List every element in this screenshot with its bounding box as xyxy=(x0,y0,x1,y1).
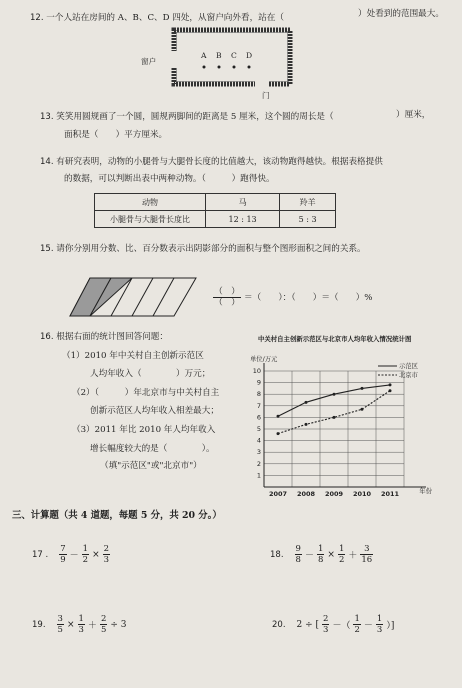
point-c xyxy=(233,66,236,69)
calc-20 xyxy=(272,614,394,635)
fraction: $\frac{1}{2}$ xyxy=(338,544,345,565)
legend-label-1: 示范区 xyxy=(399,363,418,371)
y-tick-label: 4 xyxy=(256,436,261,445)
table-header-horse: 马 xyxy=(206,194,280,211)
operator: ＋ xyxy=(348,551,358,561)
q13-tail: ）厘米， xyxy=(396,110,431,120)
calc-number: 18. xyxy=(270,549,284,560)
point-a xyxy=(203,66,206,69)
series-1-point xyxy=(333,393,336,396)
q13-line1 xyxy=(40,111,334,123)
fraction: $\frac{2}{3}$ xyxy=(103,544,110,565)
y-tick-label: 2 xyxy=(256,459,261,468)
series-1-point xyxy=(305,401,308,404)
x-axis-label: 年份 xyxy=(419,488,432,495)
series-2-point xyxy=(361,408,364,411)
q15-line xyxy=(40,243,366,255)
x-tick-label: 2008 xyxy=(296,490,316,498)
table-row xyxy=(95,211,336,228)
q15-text: 请你分别用分数、比、百分数表示出阴影部分的面积与整个图形面积之间的关系。 xyxy=(56,244,366,254)
series-2-point xyxy=(277,432,280,435)
chart-title: 中关村自主创新示范区与北京市人均年收入情况统计图 xyxy=(258,335,412,343)
x-tick-label: 2010 xyxy=(352,490,372,498)
x-tick-label: 2009 xyxy=(324,490,344,498)
series-1-point xyxy=(389,383,392,386)
fraction: $\frac{1}{3}$ xyxy=(78,614,84,635)
fraction: $\frac{2}{5}$ xyxy=(100,614,107,635)
calc-19 xyxy=(32,614,127,635)
calc-17 xyxy=(32,544,110,565)
operator: × xyxy=(66,619,75,630)
q16-line xyxy=(40,331,168,343)
q12-number: 12. xyxy=(30,13,44,23)
calc-number: 17 . xyxy=(32,549,49,560)
table-cell-horse: 12 : 13 xyxy=(206,211,280,228)
point-c-label: C xyxy=(231,51,237,60)
table-cell-antelope: 5 : 3 xyxy=(280,211,336,228)
fraction: $\frac{7}{9}$ xyxy=(60,544,66,565)
calc-number: 20. xyxy=(272,619,286,630)
point-b-label: B xyxy=(216,51,222,60)
point-b xyxy=(218,66,221,69)
series-line-1 xyxy=(278,385,390,416)
series-2-point xyxy=(389,389,392,392)
fraction: $\frac{1}{2}$ xyxy=(354,614,360,635)
operator: 2 ÷ [ xyxy=(296,619,320,630)
shaded-figure xyxy=(68,274,200,320)
table-header-row xyxy=(95,194,336,211)
door-label: 门 xyxy=(262,91,270,100)
operator: ÷ 3 xyxy=(110,619,127,630)
fraction: $\frac{9}{8}$ xyxy=(295,544,301,565)
table-row-label: 小腿骨与大腿骨长度比 xyxy=(95,211,206,228)
y-axis-label: 单位/万元 xyxy=(250,356,278,363)
section3-title: 三、计算题（共 4 道题，每题 5 分，共 20 分。） xyxy=(12,510,222,521)
q13-number: 13. xyxy=(40,112,54,122)
q13-text: 笑笑用圆规画了一个圆，圆规两脚间的距离是 5 厘米，这个圆的周长是（ xyxy=(56,112,334,122)
table-header-antelope: 羚羊 xyxy=(280,194,336,211)
q15-answer xyxy=(213,287,372,308)
q12-line xyxy=(30,12,284,24)
fraction: $\frac{1}{2}$ xyxy=(82,544,89,565)
series-2-point xyxy=(305,423,308,426)
q12-tail: ）处看到的范围最大。 xyxy=(358,9,444,19)
q16-item-2b: 创新示范区人均年收入相差最大； xyxy=(90,406,219,416)
q15-answer-text: ＝（ ）：（ ）＝（ ）% xyxy=(244,292,373,303)
series-2-point xyxy=(333,416,336,419)
y-tick-label: 7 xyxy=(256,401,261,410)
fraction: $\frac{3}{16}$ xyxy=(361,544,373,565)
point-d xyxy=(248,66,251,69)
q16-item-1b: 人均年收入（ ）万元； xyxy=(90,369,211,379)
legend-label-2: 北京市 xyxy=(399,372,418,380)
q14-text-1: 有研究表明，动物的小腿骨与大腿骨长度的比值越大，该动物跑得越快。根据表格提供 xyxy=(56,157,383,167)
q15-blank-fraction: $\frac{( )}{( )}$ xyxy=(214,287,240,308)
fraction: $\frac{2}{3}$ xyxy=(323,614,329,635)
y-tick-label: 3 xyxy=(256,448,261,457)
q14-table xyxy=(94,193,336,228)
q16-item-3: （3）2011 年比 2010 年人均年收入 xyxy=(72,425,216,435)
q14-number: 14. xyxy=(40,157,54,167)
q16-number: 16. xyxy=(40,332,54,342)
operator: － xyxy=(69,551,79,561)
q16-intro: 根据右面的统计图回答问题： xyxy=(56,332,168,342)
q16-item-3c: （填"示范区"或"北京市"） xyxy=(100,461,202,471)
room-diagram xyxy=(160,26,295,92)
operator: ＋ xyxy=(87,621,97,631)
operator: － xyxy=(304,551,314,561)
fraction: $\frac{1}{3}$ xyxy=(376,614,383,635)
point-a-label: A xyxy=(201,51,207,60)
q13-line2: 面积是（ ）平方厘米。 xyxy=(64,130,168,140)
y-tick-label: 10 xyxy=(252,367,261,375)
y-tick-label: 8 xyxy=(256,390,261,399)
x-tick-label: 2007 xyxy=(268,490,288,498)
operator: ）] xyxy=(386,621,395,631)
fraction: $\frac{1}{8}$ xyxy=(317,544,324,565)
q12-text: 一个人站在房间的 A、B、C、D 四处，从窗户向外看，站在（ xyxy=(46,13,284,23)
door-gap xyxy=(255,80,269,88)
calc-18 xyxy=(270,544,373,565)
series-line-2 xyxy=(278,391,390,434)
window-label: 窗户 xyxy=(141,57,157,66)
income-line-chart xyxy=(244,344,449,504)
x-tick-label: 2011 xyxy=(380,490,400,498)
q14-line1 xyxy=(40,156,383,168)
y-tick-label: 9 xyxy=(256,378,261,387)
point-d-label: D xyxy=(246,51,253,60)
q16-item-1: （1）2010 年中关村自主创新示范区 xyxy=(62,351,204,361)
q15-number: 15. xyxy=(40,244,54,254)
y-tick-label: 1 xyxy=(256,471,261,480)
series-1-point xyxy=(361,387,364,390)
y-tick-label: 6 xyxy=(256,413,261,422)
operator: × xyxy=(327,549,335,560)
q16-item-3b: 增长幅度较大的是（ ）。 xyxy=(90,444,215,454)
operator: －（ xyxy=(332,621,351,631)
series-1-point xyxy=(277,415,280,418)
q16-item-2: （2）（ ）年北京市与中关村自主 xyxy=(72,388,220,398)
window-gap xyxy=(170,51,179,68)
fraction: $\frac{3}{5}$ xyxy=(57,614,63,635)
calc-number: 19. xyxy=(32,619,46,630)
operator: × xyxy=(92,549,100,560)
y-tick-label: 5 xyxy=(256,425,261,433)
table-header-animal: 动物 xyxy=(95,194,206,211)
q14-line2: 的数据，可以判断出表中两种动物。（ ）跑得快。 xyxy=(64,174,275,184)
operator: － xyxy=(363,621,373,631)
